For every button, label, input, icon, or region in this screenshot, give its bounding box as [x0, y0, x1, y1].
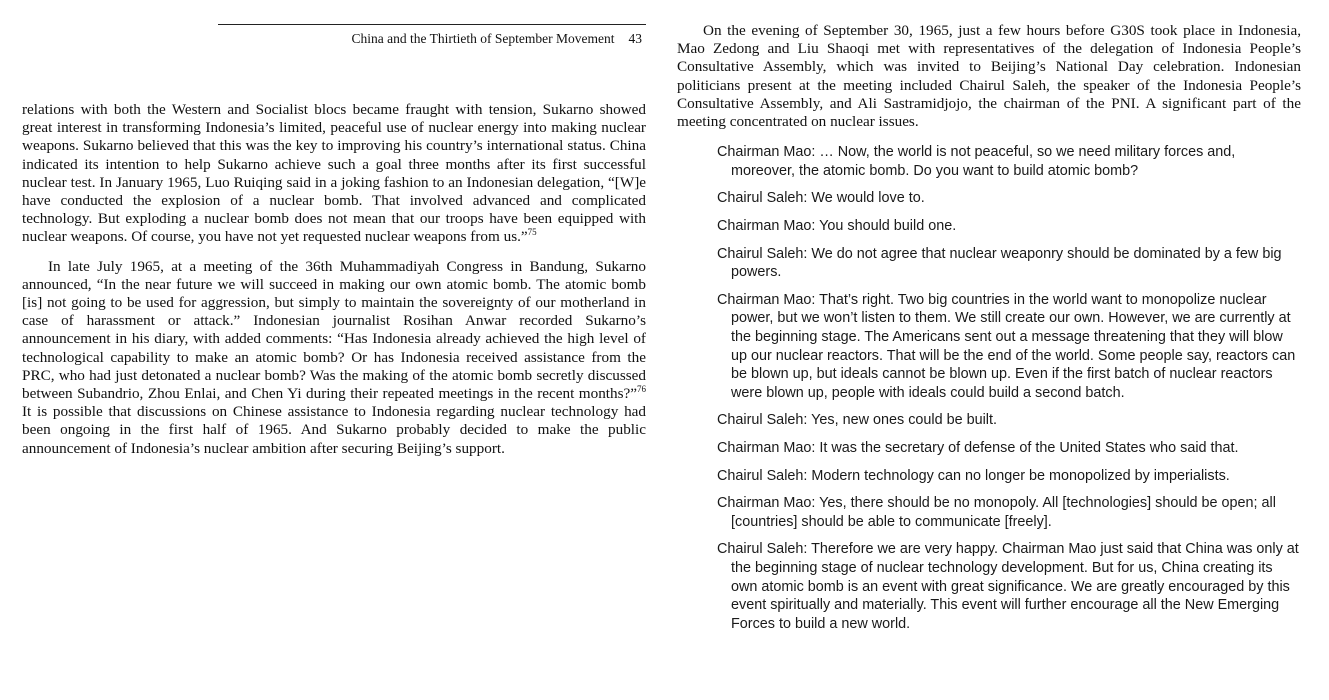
- dialogue-turn: Chairul Saleh: Therefore we are very happy. Chairman Mao just said that China was only at the beginning stage of nuclear technology development. But for us, China creating its own atomic bomb is an event with great significance. We are greatly encouraged by this event spiritually and materially. This event will further encourage all the New Emerging Forces to build a new world.: [717, 541, 1299, 632]
- dialogue-turn: Chairul Saleh: We would love to.: [717, 190, 925, 207]
- paragraph: [22, 258, 646, 458]
- header-rule: [218, 24, 646, 25]
- intro-paragraph: On the evening of September 30, 1965, just a few hours before G30S took place in Indonesia, Mao Zedong and Liu Shaoqi met with representatives of the delegation of Indonesia People’s Consultative Assembly, which was invited to Beijing’s National Day celebration. Indonesian politicians present at the meeting included Chairul Saleh, the speaker of the Indonesia People’s Consultative Assembly, and Ali Sastramidjojo, the chairman of the PNI. A significant part of the meeting concentrated on nuclear issues.: [677, 22, 1301, 131]
- running-head-title: China and the Thirtieth of September Movement: [351, 31, 615, 46]
- paragraph: [22, 101, 646, 247]
- footnote-marker[interactable]: 76: [637, 383, 646, 394]
- dialogue-turn: Chairman Mao: Yes, there should be no monopoly. All [technologies] should be open; all [countries] should be able to communicate [freely].: [717, 495, 1276, 530]
- left-body-text: [22, 101, 646, 458]
- dialogue-transcript: [717, 143, 1301, 633]
- dialogue-turn: Chairman Mao: It was the secretary of defense of the United States who said that.: [717, 439, 1239, 456]
- paragraph-text: relations with both the Western and Socialist blocs became fraught with tension, Sukarno showed great interest in transforming Indonesia’s limited, peaceful use of nuclear energy into making nuclear weapons. Sukarno believed that this was the key to improving his country’s international status. China indicated its intention to help Sukarno achieve such a goal three months after its first successful nuclear test. In January 1965, Luo Ruiqing said in a joking fashion to an Indonesian delegation, “[W]e have conducted the explosion of a nuclear bomb. That involved advanced and complicated technology. But exploding a nuclear bomb does not mean that our troops have been equipped with nuclear weapons. Of course, you have not yet requested nuclear weapons from us.”: [22, 101, 646, 246]
- dialogue-turn: Chairul Saleh: We do not agree that nuclear weaponry should be dominated by a few big powers.: [717, 245, 1282, 281]
- dialogue-turn: Chairul Saleh: Yes, new ones could be built.: [717, 412, 998, 429]
- footnote-marker[interactable]: 75: [527, 227, 537, 238]
- dialogue-turn: Chairman Mao: That’s right. Two big countries in the world want to monopolize nuclear power, but we won’t listen to them. We still create our own. However, we are currently at the beginning stage. The Americans sent out a message threatening that they will blow up our nuclear reactors. That will be the end of the world. Some people say, reactors can be blown up, but ideals cannot be blown up. Even if the first batch of nuclear reactors were blown up, people with ideals could build a second batch.: [717, 291, 1296, 401]
- page-number: 43: [628, 31, 642, 46]
- running-head: [352, 31, 642, 47]
- dialogue-turn: Chairman Mao: You should build one.: [717, 218, 957, 234]
- paragraph-text-continued: It is possible that discussions on Chinese assistance to Indonesia regarding nuclear technology had been ongoing in the first half of 1965. And Sukarno probably decided to make the public announcement of Indonesia’s nuclear ambition after securing Beijing’s support.: [22, 403, 646, 457]
- paragraph-text: In late July 1965, at a meeting of the 36th Muhammadiyah Congress in Bandung, Sukarno announced, “In the near future we will succeed in making our own atomic bomb. The atomic bomb [is] not going to be used for aggression, but simply to maintain the sovereignty of our motherland in case of harassment or attack.” Indonesian journalist Rosihan Anwar recorded Sukarno’s announcement in his diary, with added comments: “Has Indonesia already achieved the high level of technological capability to make an atomic bomb? Or has Indonesia received assistance from the PRC, who had just detonated a nuclear bomb? Was the making of the atomic bomb secretly discussed between Subandrio, Zhou Enlai, and Chen Yi during their repeated meetings in the recent months?”: [22, 257, 646, 403]
- right-page: [677, 0, 1301, 642]
- dialogue-turn: Chairul Saleh: Modern technology can no longer be monopolized by imperialists.: [717, 467, 1230, 484]
- dialogue-turn: Chairman Mao: … Now, the world is not peaceful, so we need military forces and, moreover, the atomic bomb. Do you want to build atomic bomb?: [717, 144, 1236, 179]
